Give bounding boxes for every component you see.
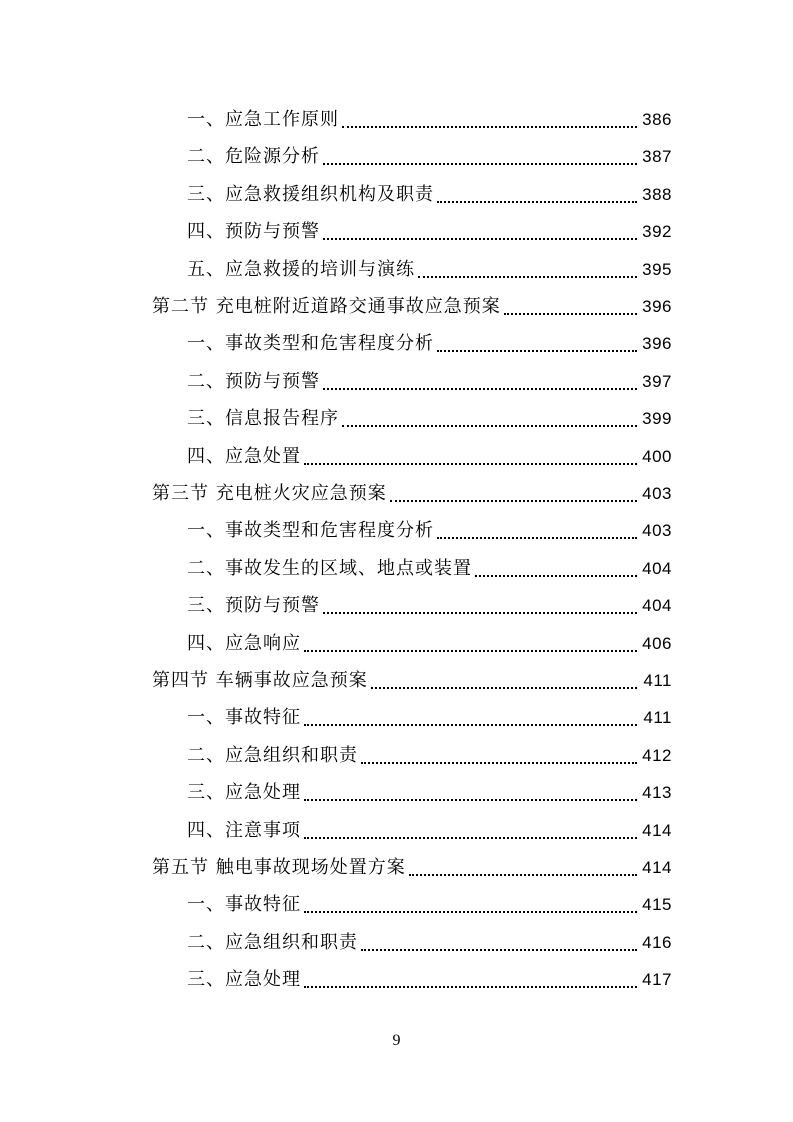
- toc-subsection-entry[interactable]: [0, 101, 793, 138]
- toc-entry-title: 第五节 触电事故现场处置方案: [152, 857, 406, 878]
- toc-entry-title: 一、事故类型和危害程度分析: [187, 333, 434, 355]
- toc-subsection-entry[interactable]: [0, 625, 793, 662]
- toc-entry-title: 三、应急处理: [187, 782, 301, 804]
- toc-entry-title: 三、应急救援组织机构及职责: [187, 183, 434, 205]
- toc-entry-title: 四、注意事项: [187, 819, 301, 841]
- toc-dot-leader: [323, 213, 637, 250]
- toc-subsection-entry[interactable]: [0, 400, 793, 437]
- toc-entry-page-number: 403: [642, 484, 672, 503]
- toc-entry-title: 一、事故类型和危害程度分析: [187, 520, 434, 542]
- toc-entry-page-number: 414: [642, 820, 672, 840]
- toc-subsection-entry[interactable]: [0, 213, 793, 250]
- toc-section-entry[interactable]: [0, 662, 793, 699]
- toc-entry-title: 二、应急组织和职责: [187, 931, 358, 953]
- toc-dot-leader: [371, 662, 637, 699]
- toc-subsection-entry[interactable]: [0, 587, 793, 624]
- toc-entry-page-number: 411: [643, 708, 672, 728]
- toc-dot-leader: [361, 924, 637, 961]
- toc-entry-page-number: 413: [642, 783, 672, 803]
- toc-entry-title: 一、事故特征: [187, 894, 301, 916]
- toc-subsection-entry[interactable]: [0, 176, 793, 213]
- toc-entry-title: 第四节 车辆事故应急预案: [152, 670, 368, 691]
- toc-entry-page-number: 414: [642, 858, 672, 877]
- toc-dot-leader: [304, 699, 637, 736]
- toc-entry-title: 一、事故特征: [187, 707, 301, 729]
- toc-section-entry[interactable]: [0, 849, 793, 886]
- toc-dot-leader: [304, 812, 637, 849]
- toc-dot-leader: [390, 475, 637, 512]
- toc-entry-title: 二、应急组织和职责: [187, 744, 358, 766]
- toc-subsection-entry[interactable]: [0, 886, 793, 923]
- toc-dot-leader: [304, 961, 637, 998]
- toc-subsection-entry[interactable]: [0, 251, 793, 288]
- toc-subsection-entry[interactable]: [0, 512, 793, 549]
- toc-dot-leader: [475, 550, 637, 587]
- toc-entry-page-number: 400: [642, 446, 672, 466]
- toc-entry-title: 四、应急处置: [187, 445, 301, 467]
- toc-entry-title: 第三节 充电桩火灾应急预案: [152, 483, 387, 504]
- toc-entry-page-number: 399: [642, 409, 672, 429]
- toc-subsection-entry[interactable]: [0, 138, 793, 175]
- toc-entry-title: 二、预防与预警: [187, 370, 320, 392]
- toc-entry-page-number: 412: [642, 745, 672, 765]
- toc-subsection-entry[interactable]: [0, 737, 793, 774]
- toc-dot-leader: [304, 774, 637, 811]
- toc-dot-leader: [323, 138, 637, 175]
- toc-subsection-entry[interactable]: [0, 812, 793, 849]
- toc-subsection-entry[interactable]: [0, 924, 793, 961]
- page-number: 9: [392, 1032, 401, 1049]
- toc-entry-title: 三、信息报告程序: [187, 408, 339, 430]
- toc-subsection-entry[interactable]: [0, 438, 793, 475]
- toc-entry-title: 三、预防与预警: [187, 595, 320, 617]
- toc-entry-page-number: 404: [642, 596, 672, 616]
- toc-section-entry[interactable]: [0, 288, 793, 325]
- toc-entry-page-number: 395: [642, 259, 672, 279]
- toc-entry-page-number: 396: [642, 334, 672, 354]
- toc-dot-leader: [342, 101, 637, 138]
- toc-entry-page-number: 406: [642, 633, 672, 653]
- toc-entry-title: 五、应急救援的培训与演练: [187, 258, 415, 280]
- toc-entry-title: 二、危险源分析: [187, 146, 320, 168]
- toc-entry-title: 四、预防与预警: [187, 221, 320, 243]
- toc-entry-page-number: 392: [642, 222, 672, 242]
- toc-subsection-entry[interactable]: [0, 325, 793, 362]
- toc-subsection-entry[interactable]: [0, 961, 793, 998]
- toc-dot-leader: [304, 625, 637, 662]
- toc-entry-title: 二、事故发生的区域、地点或装置: [187, 557, 472, 579]
- toc-dot-leader: [437, 176, 637, 213]
- toc-dot-leader: [342, 400, 637, 437]
- toc-dot-leader: [361, 737, 637, 774]
- toc-subsection-entry[interactable]: [0, 550, 793, 587]
- toc-dot-leader: [437, 512, 637, 549]
- toc-dot-leader: [304, 438, 637, 475]
- toc-entry-page-number: 396: [642, 297, 672, 316]
- toc-subsection-entry[interactable]: [0, 774, 793, 811]
- toc-entry-page-number: 403: [642, 521, 672, 541]
- toc-entry-title: 第二节 充电桩附近道路交通事故应急预案: [152, 296, 501, 317]
- toc-entry-title: 三、应急处理: [187, 969, 301, 991]
- toc-dot-leader: [409, 849, 637, 886]
- toc-dot-leader: [418, 251, 637, 288]
- toc-entry-page-number: 404: [642, 558, 672, 578]
- toc-section-entry[interactable]: [0, 475, 793, 512]
- toc-entry-title: 一、应急工作原则: [187, 109, 339, 130]
- toc-entry-page-number: 386: [642, 110, 672, 129]
- toc-entry-page-number: 388: [642, 184, 672, 204]
- toc-entry-page-number: 387: [642, 147, 672, 167]
- toc-entry-page-number: 411: [643, 671, 672, 690]
- toc-entry-page-number: 397: [642, 371, 672, 391]
- toc-entry-title: 四、应急响应: [187, 632, 301, 654]
- toc-dot-leader: [437, 325, 637, 362]
- toc-subsection-entry[interactable]: [0, 699, 793, 736]
- toc-entry-page-number: 416: [642, 932, 672, 952]
- toc-entry-page-number: 417: [642, 970, 672, 990]
- toc-subsection-entry[interactable]: [0, 363, 793, 400]
- toc-dot-leader: [323, 587, 637, 624]
- toc-entry-page-number: 415: [642, 895, 672, 915]
- toc-dot-leader: [304, 886, 637, 923]
- toc-dot-leader: [504, 288, 637, 325]
- toc-dot-leader: [323, 363, 637, 400]
